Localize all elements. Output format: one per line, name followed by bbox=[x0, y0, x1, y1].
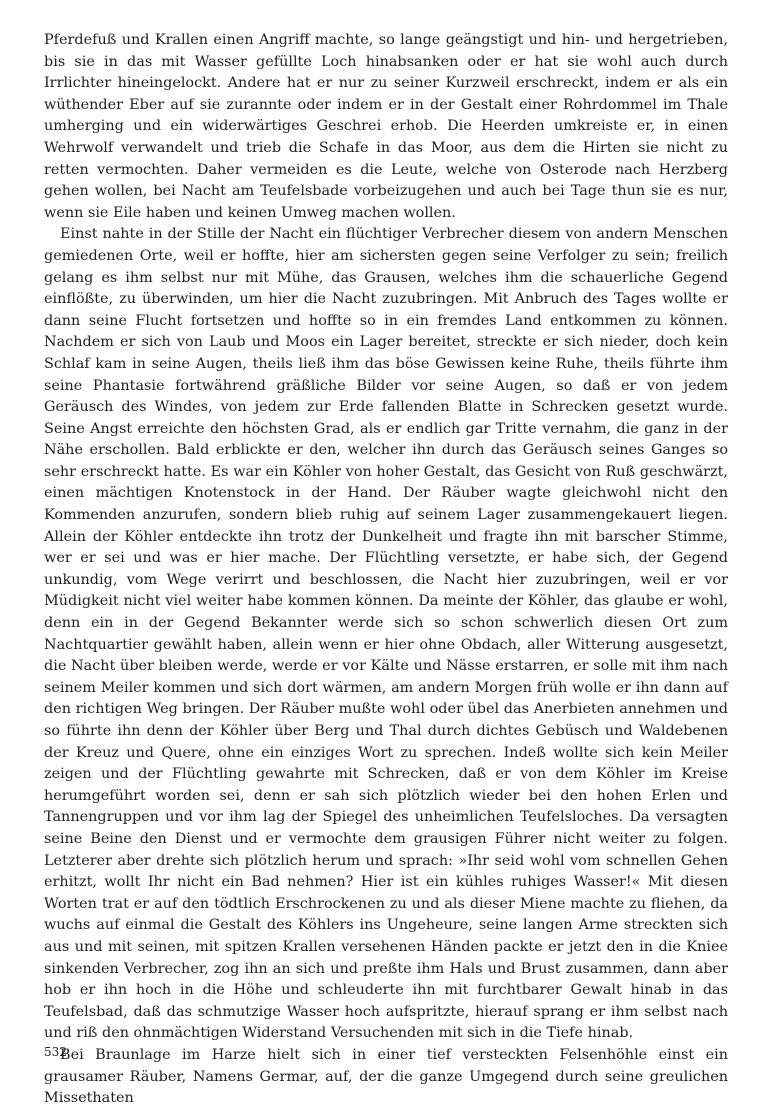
paragraph-continuation: Pferdefuß und Krallen einen Angriff machte, so lange geängstigt und hin- und hergetrieben, bis sie in das mit Wasser gefüllte Loch hinabsanken oder er hat sie wohl auch durch Irrlichter hineingelockt. Andere hat er nur zu seiner Kurzweil erschreckt, indem er als ein wüthender Eber auf sie zurannte oder indem er in der Gestalt einer Rohrdommel im Thale umherging und ein widerwärtiges Geschrei erhob. Die Heerden umkreiste er, in einen Wehrwolf verwandelt und trieb die Schafe in das Moor, aus dem die Hirten sie nicht zu retten vermochten. Daher vermeiden es die Leute, welche von Osterode nach Herzberg gehen wollen, bei Nacht am Teufelsbade vorbeizugehen und auch bei Tage thun sie es nur, wenn sie Eile haben und keinen Umweg machen wollen. bbox=[44, 32, 728, 221]
paragraph-braunlage: Bei Braunlage im Harze hielt sich in einer tief versteckten Felsenhöhle einst ein grausamer Räuber, Namens Germar, auf, der die ganze Umgegend durch seine greulichen Missethaten bbox=[44, 1046, 728, 1107]
book-page bbox=[44, 30, 728, 1107]
page-number: 532 bbox=[44, 1045, 67, 1059]
paragraph-koehler-story: Einst nahte in der Stille der Nacht ein flüchtiger Verbrecher diesem von andern Menschen gemiedenen Orte, weil er hoffte, hier am sichersten gegen seine Verfolger zu sein; freilich gelang es ihm selbst nur mit Mühe, das Grausen, welches ihm die schauerliche Gegend einflößte, zu überwinden, um hier die Nacht zuzubringen. Mit Anbruch des Tages wollte er dann seine Flucht fortsetzen und hoffte so in ein fremdes Land entkommen zu können. Nachdem er sich von Laub und Moos ein Lager bereitet, streckte er sich nieder, doch kein Schlaf kam in seine Augen, theils ließ ihm das böse Gewissen keine Ruhe, theils führte ihm seine Phantasie fortwährend gräßliche Bilder vor seine Augen, so daß er von jedem Geräusch des Windes, von jedem zur Erde fallenden Blatte in Schrecken gesetzt wurde. Seine Angst erreichte den höchsten Grad, als er endlich gar Tritte vernahm, die ganz in der Nähe erschollen. Bald erblickte er den, welcher ihn durch das Geräusch seines Ganges so sehr erschreckt hatte. Es war ein Köhler von hoher Gestalt, das Gesicht von Ruß geschwärzt, einen mächtigen Knotenstock in der Hand. Der Räuber wagte gleichwohl nicht den Kommenden anzurufen, sondern blieb ruhig auf seinem Lager zusammengekauert liegen. Allein der Köhler entdeckte ihn trotz der Dunkelheit und fragte ihn mit barscher Stimme, wer er sei und was er hier mache. Der Flüchtling versetzte, er habe sich, der Gegend unkundig, vom Wege verirrt und beschlossen, die Nacht hier zuzubringen, weil er vor Müdigkeit nicht viel weiter habe kommen können. Da meinte der Köhler, das glaube er wohl, denn ein in der Gegend Bekannter werde sich so schon schwerlich diesen Ort zum Nachtquartier gewählt haben, allein wenn er hier ohne Obdach, aller Witterung ausgesetzt, die Nacht über bleiben werde, werde er vor Kälte und Nässe erstarren, er solle mit ihm nach seinem Meiler kommen und sich dort wärmen, am andern Morgen früh wolle er ihn dann auf den richtigen Weg bringen. Der Räuber mußte wohl oder übel das Anerbieten annehmen und so führte ihn denn der Köhler über Berg und Thal durch dichtes Gebüsch und Waldebenen der Kreuz und Quere, ohne ein einziges Wort zu sprechen. Indeß wollte sich kein Meiler zeigen und der Flüchtling gewahrte mit Schrecken, daß er von dem Köhler im Kreise herumgeführt worden sei, denn er sah sich plötzlich wieder bei den hohen Erlen und Tannengruppen und vor ihm lag der Spiegel des unheimlichen Teufelsloches. Da versagten seine Beine den Dienst und er vermochte dem grausigen Führer nicht weiter zu folgen. Letzterer aber drehte sich plötzlich herum und sprach: »Ihr seid wohl vom schnellen Gehen erhitzt, wollt Ihr nicht ein Bad nehmen? Hier ist ein kühles ruhiges Wasser!« Mit diesen Worten trat er auf den tödtlich Erschrockenen zu und als dieser Miene machte zu fliehen, da wuchs auf einmal die Gestalt des Köhlers ins Ungeheure, seine langen Arme streckten sich aus und mit seinen, mit spitzen Krallen versehenen Händen packte er jetzt den in die Kniee sinkenden Verbrecher, zog ihn an sich und preßte ihm Hals und Brust zusammen, dann aber hob er ihn hoch in die Höhe und schleuderte ihn mit furchtbarer Gewalt hinab in das Teufelsbad, daß das schmutzige Wasser hoch aufspritzte, hierauf sprang er ihm selbst nach und riß den ohnmächtigen Widerstand Versuchenden mit sich in die Tiefe hinab. bbox=[44, 226, 728, 1042]
body-text bbox=[44, 30, 728, 1110]
